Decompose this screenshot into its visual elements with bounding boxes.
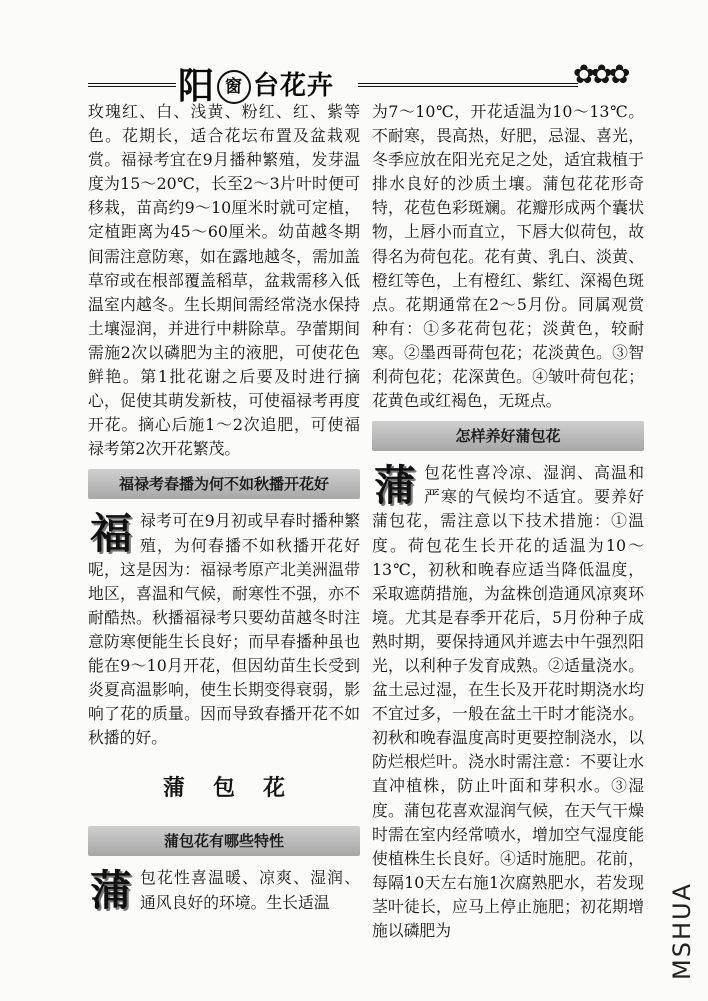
- right-paragraph-continued: 为7～10℃，开花适温为10～13℃。不耐寒，畏高热，好肥，忌湿、喜光，冬季应放在阳光充足之处，适宜栽植于排水良好的沙质土壤。蒲包花花形奇特，花苞色彩斑斓。花瓣形成两个囊状物，上唇小而直立，下唇大似荷包，故得名为荷包花。花有黄、乳白、淡黄、橙红等色，上有橙红、紫红、深褐色斑点。花期通常在2～5月份。同属观赏种有：①多花荷包花；淡黄色，较耐寒。②墨西哥荷包花；花淡黄色。③智利荷包花；花深黄色。④皱叶荷包花；花黄色或红褐色，无斑点。: [372, 102, 644, 411]
- header-rule-left: [88, 83, 176, 87]
- left-column: [88, 100, 360, 915]
- header-title-rest: 台花卉: [253, 71, 335, 101]
- section-body-traits: [88, 866, 360, 914]
- header-title-circle: 窗: [217, 70, 251, 104]
- dropcap: 福: [89, 509, 132, 559]
- section-heading-phlox: 福禄考春播为何不如秋播开花好: [88, 469, 360, 499]
- section-body-phlox: [88, 509, 360, 750]
- section-heading-calceolaria-traits: 蒲包花有哪些特性: [88, 826, 360, 856]
- plant-title: 蒲包花: [162, 775, 313, 802]
- header-rule-right: [358, 83, 578, 87]
- left-paragraph-continued: 玫瑰红、白、浅黄、粉红、红、紫等色。花期长，适合花坛布置及盆栽观赏。福禄考宜在9月播种繁殖，发芽温度为15～20℃，长至2～3片叶时便可移栽，苗高约9～10厘米时就可定植，定植距离为45～60厘米。幼苗越冬期间需注意防寒，如在露地越冬，需加盖草帘或在根部覆盖稻草，盆栽需移入低温室内越冬。生长期间需经常浇水保持土壤湿润，并进行中耕除草。孕蕾期间需施2次以磷肥为主的液肥，可使花色鲜艳。第1批花谢之后要及时进行摘心，促使其萌发新枝，可使福禄考再度开花。摘心后施1～2次追肥，可使福禄考第2次开花繁茂。: [88, 102, 360, 459]
- right-column: [372, 100, 644, 943]
- header-title-char: 阳: [178, 65, 216, 107]
- section-body-text: 包花性喜冷凉、湿润、高温和严寒的气候均不适宜。要养好蒲包花，需注意以下技术措施：①温度。荷包花生长开花的适温为10～13℃，初秋和晚春应适当降低温度，采取遮荫措施，为盆株创造通风凉爽环境。尤其是春季开花后，5月份种子成熟时期，要保持通风并遮去中午强烈阳光，以利种子发育成熟。②适量浇水。盆土忌过湿，在生长及开花时期浇水均不宜过多，一般在盆土干时才能浇水。初秋和晚春温度高时更要控制浇水，以防烂根烂叶。浇水时需注意：不要让水直冲植株，防止叶面和芽积水。③湿度。蒲包花喜欢湿润气候，在天气干燥时需在室内经常喷水，增加空气湿度能使植株生长良好。④适时施肥。花前，每隔10天左右施1次腐熟肥水，若发现茎叶徒长，应马上停止施肥；初花期增施以磷肥为: [372, 463, 644, 940]
- dropcap: 蒲: [89, 866, 132, 916]
- page-header: [88, 58, 648, 107]
- section-heading-care: 怎样养好蒲包花: [372, 421, 644, 451]
- section-body-text: 包花性喜温暖、凉爽、湿润、通风良好的环境。生长适温: [140, 868, 360, 912]
- flower-ornament-icon: ✿✿✿: [573, 60, 627, 90]
- section-body-text: 禄考可在9月初或早春时播种繁殖，为何春播不如秋播开花好呢，这是因为：福禄考原产北美洲温带地区，喜温和气候，耐寒性不强，亦不耐酷热。秋播福禄考只要幼苗越冬时注意防寒便能生长良好；而早春播种虽也能在9～10月开花，但因幼苗生长受到炎夏高温影响，使生长期变得衰弱，影响了花的质量。因而导致春播开花不如秋播的好。: [88, 511, 360, 748]
- section-body-care: [372, 461, 644, 943]
- watermark: MSHUA: [668, 882, 696, 980]
- dropcap: 蒲: [373, 461, 416, 511]
